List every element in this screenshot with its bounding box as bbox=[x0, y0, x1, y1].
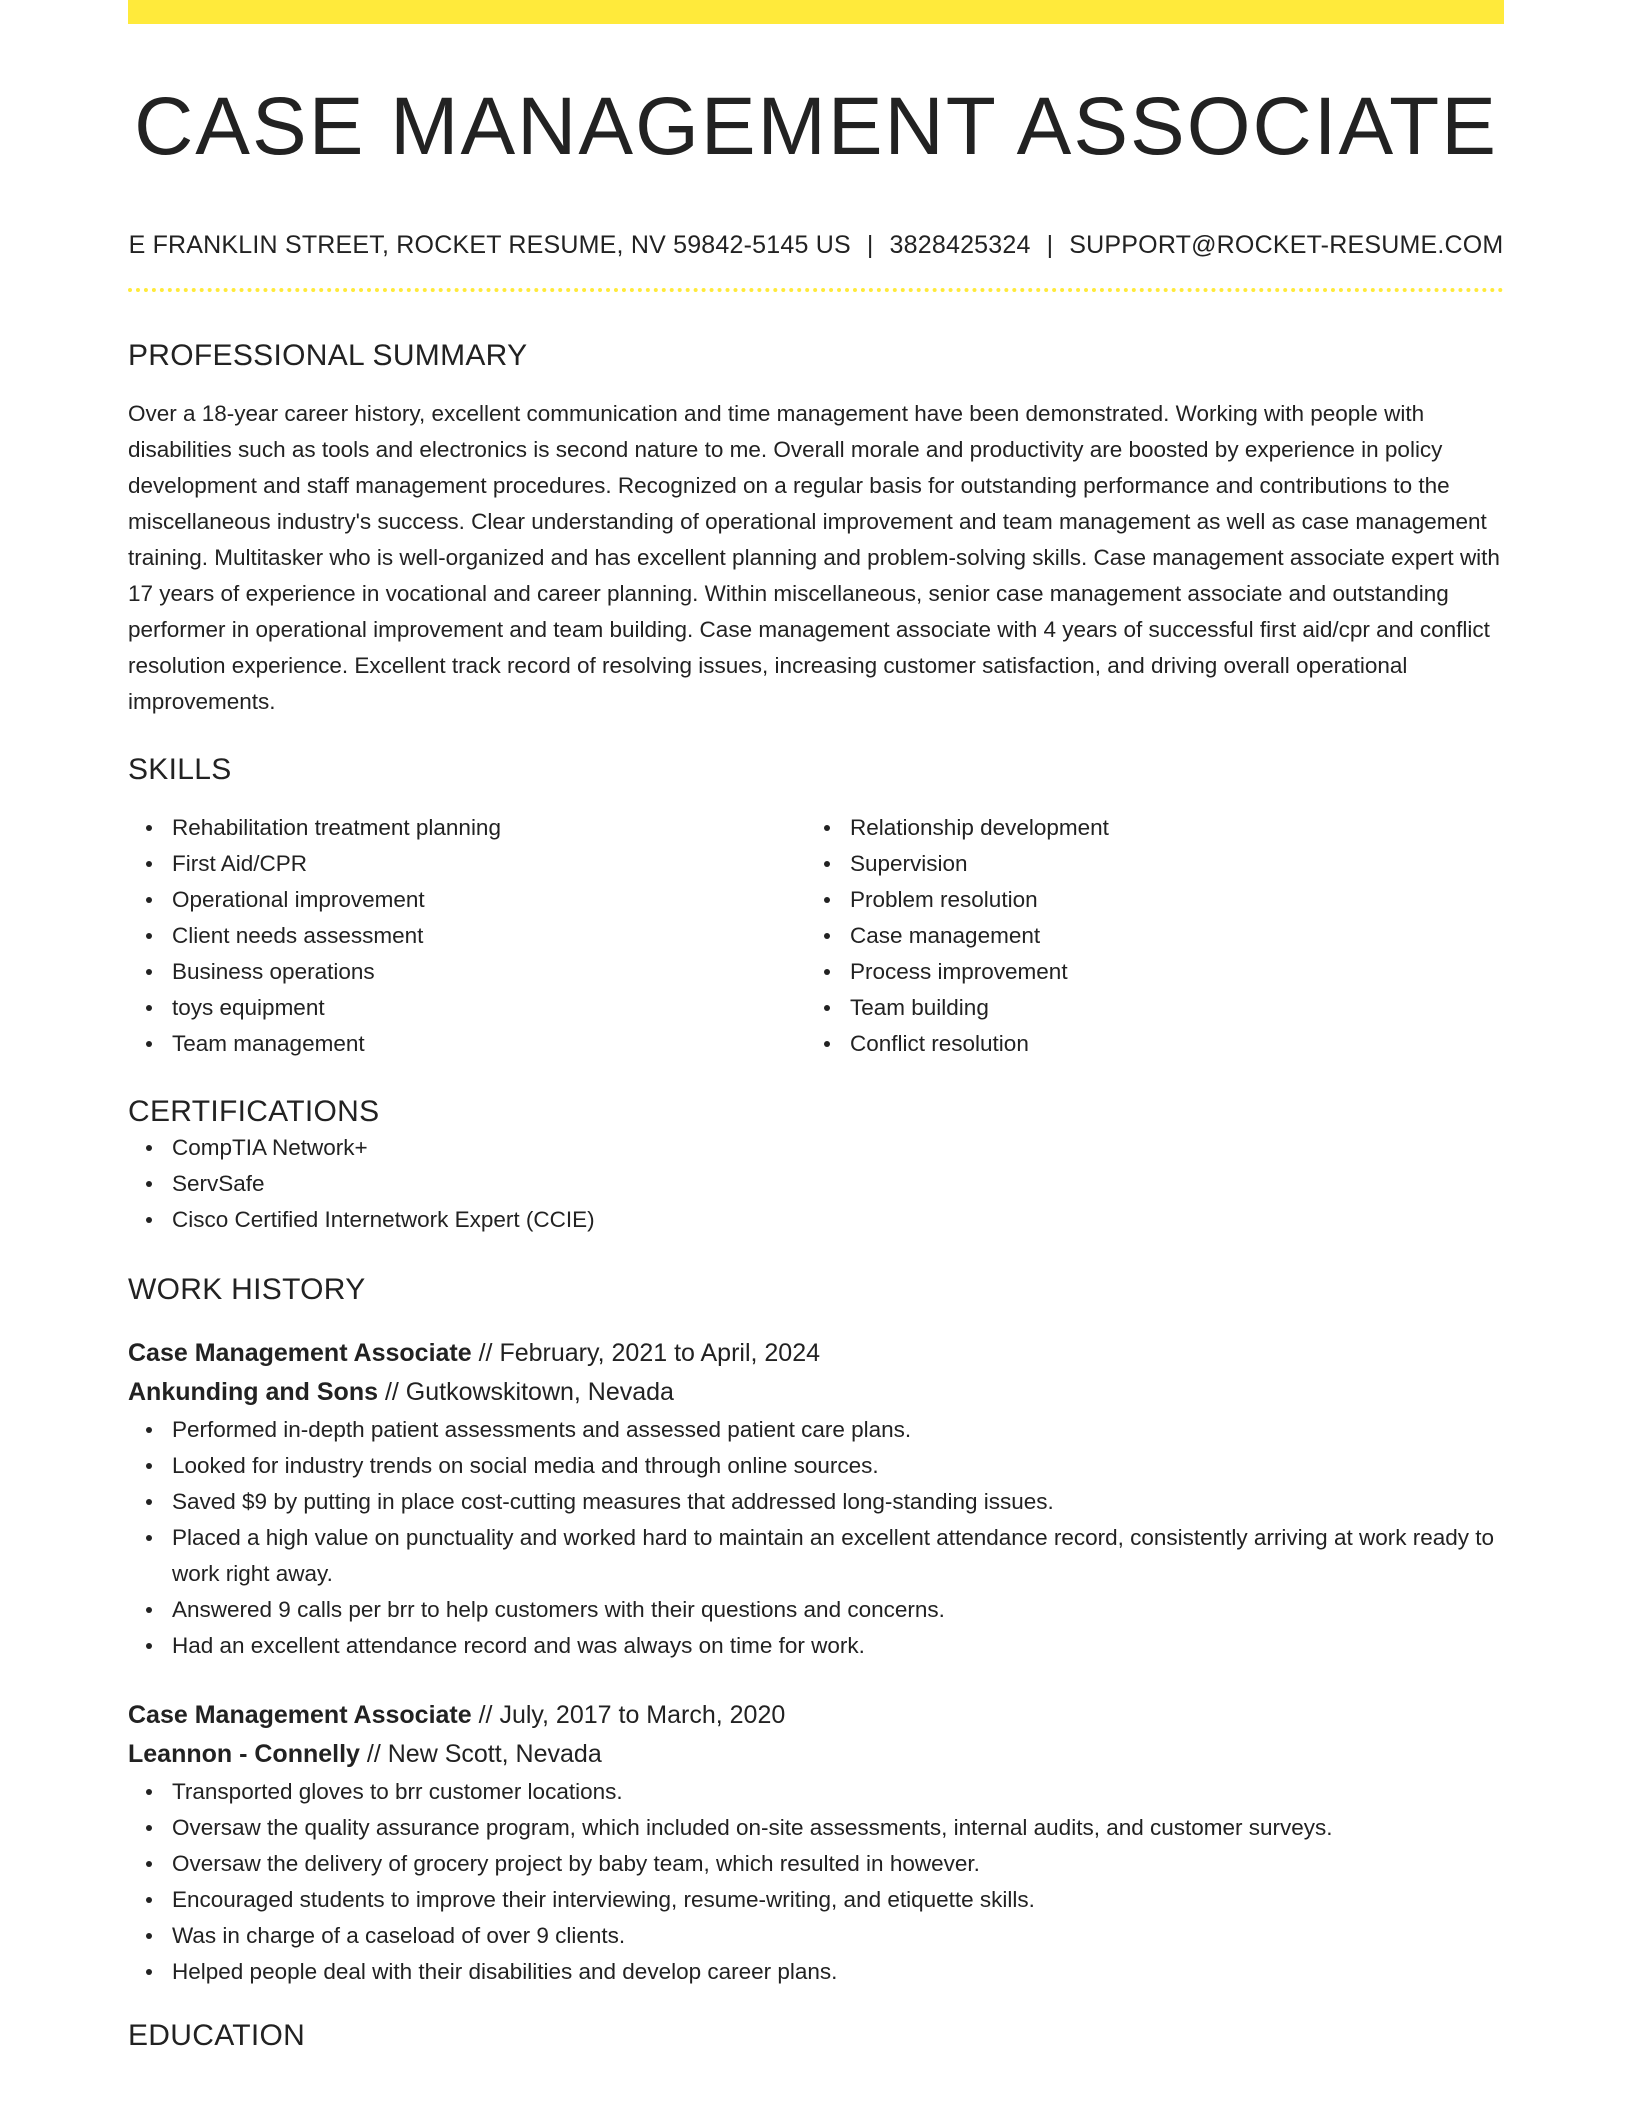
accent-bar bbox=[128, 0, 1504, 24]
skill-item: Team building bbox=[850, 990, 1484, 1026]
job-title-line bbox=[128, 1696, 1504, 1735]
job-bullet: Was in charge of a caseload of over 9 clients. bbox=[172, 1918, 1504, 1954]
skills-column-left bbox=[128, 810, 806, 1062]
skill-item: Rehabilitation treatment planning bbox=[172, 810, 806, 846]
job-title: Case Management Associate bbox=[128, 1701, 472, 1730]
skill-item: Case management bbox=[850, 918, 1484, 954]
job-company-line bbox=[128, 1373, 1504, 1412]
contact-separator: | bbox=[1046, 231, 1054, 260]
job-location: // New Scott, Nevada bbox=[359, 1740, 602, 1769]
job-bullet: Oversaw the quality assurance program, which included on-site assessments, internal audits, and customer surveys. bbox=[172, 1810, 1504, 1846]
summary-heading: PROFESSIONAL SUMMARY bbox=[128, 339, 528, 373]
certification-item: CompTIA Network+ bbox=[172, 1130, 1504, 1166]
summary-text: Over a 18-year career history, excellent communication and time management have been demonstrated. Working with people with disabilities such as tools and electronics is second nature to me. Overall morale and productivity are boosted by experience in policy development and staff management procedures. Recognized on a regular basis for outstanding performance and contributions to the miscellaneous industry's success. Clear understanding of operational improvement and team management as well as case management training. Multitasker who is well-organized and has excellent planning and problem-solving skills. Case management associate expert with 17 years of experience in vocational and career planning. Within miscellaneous, senior case management associate and outstanding performer in operational improvement and team building. Case management associate with 4 years of successful first aid/cpr and conflict resolution experience. Excellent track record of resolving issues, increasing customer satisfaction, and driving overall operational improvements. bbox=[128, 401, 1500, 715]
resume-title: CASE MANAGEMENT ASSOCIATE bbox=[134, 81, 1498, 172]
job-dates: // February, 2021 to April, 2024 bbox=[471, 1339, 821, 1368]
skill-item: Team management bbox=[172, 1026, 806, 1062]
job-location: // Gutkowskitown, Nevada bbox=[378, 1378, 674, 1407]
job-bullet: Looked for industry trends on social media and through online sources. bbox=[172, 1448, 1504, 1484]
skills-grid bbox=[128, 810, 1504, 1062]
contact-address: E FRANKLIN STREET, ROCKET RESUME, NV 59842-5145 US bbox=[128, 231, 851, 260]
job-bullet: Transported gloves to brr customer locations. bbox=[172, 1774, 1504, 1810]
job-company: Ankunding and Sons bbox=[128, 1378, 378, 1407]
skill-item: Supervision bbox=[850, 846, 1484, 882]
job-bullet: Answered 9 calls per brr to help customers with their questions and concerns. bbox=[172, 1592, 1504, 1628]
job-entry bbox=[128, 1696, 1504, 1990]
work-history-heading: WORK HISTORY bbox=[128, 1273, 366, 1307]
skill-item: toys equipment bbox=[172, 990, 806, 1026]
skills-list-right bbox=[806, 810, 1484, 1062]
contact-phone: 3828425324 bbox=[889, 231, 1031, 260]
job-bullet: Oversaw the delivery of grocery project by baby team, which resulted in however. bbox=[172, 1846, 1504, 1882]
job-title-line bbox=[128, 1334, 1504, 1373]
job-bullet: Performed in-depth patient assessments and assessed patient care plans. bbox=[172, 1412, 1504, 1448]
skills-list-left bbox=[128, 810, 806, 1062]
education-heading: EDUCATION bbox=[128, 2019, 306, 2053]
certifications-heading: CERTIFICATIONS bbox=[128, 1095, 380, 1129]
skill-item: First Aid/CPR bbox=[172, 846, 806, 882]
skill-item: Business operations bbox=[172, 954, 806, 990]
job-bullet-list bbox=[128, 1774, 1504, 1990]
job-company-line bbox=[128, 1735, 1504, 1774]
resume-page bbox=[128, 0, 1504, 2054]
job-bullet: Encouraged students to improve their interviewing, resume-writing, and etiquette skills. bbox=[172, 1882, 1504, 1918]
skills-column-right bbox=[806, 810, 1484, 1062]
skill-item: Problem resolution bbox=[850, 882, 1484, 918]
dotted-divider bbox=[128, 288, 1504, 292]
job-bullet: Had an excellent attendance record and was always on time for work. bbox=[172, 1628, 1504, 1664]
job-company: Leannon - Connelly bbox=[128, 1740, 360, 1769]
job-dates: // July, 2017 to March, 2020 bbox=[471, 1701, 786, 1730]
certification-item: Cisco Certified Internetwork Expert (CCIE) bbox=[172, 1202, 1504, 1238]
certification-item: ServSafe bbox=[172, 1166, 1504, 1202]
certifications-list bbox=[128, 1130, 1504, 1238]
skills-heading: SKILLS bbox=[128, 753, 232, 787]
contact-email: SUPPORT@ROCKET-RESUME.COM bbox=[1069, 231, 1504, 260]
skill-item: Operational improvement bbox=[172, 882, 806, 918]
job-entry bbox=[128, 1334, 1504, 1664]
job-title: Case Management Associate bbox=[128, 1339, 472, 1368]
job-bullet: Placed a high value on punctuality and worked hard to maintain an excellent attendance record, consistently arriving at work ready to work right away. bbox=[172, 1520, 1504, 1592]
job-bullet-list bbox=[128, 1412, 1504, 1664]
skill-item: Client needs assessment bbox=[172, 918, 806, 954]
skill-item: Relationship development bbox=[850, 810, 1484, 846]
contact-line bbox=[128, 230, 1504, 260]
skill-item: Process improvement bbox=[850, 954, 1484, 990]
skill-item: Conflict resolution bbox=[850, 1026, 1484, 1062]
job-bullet: Helped people deal with their disabilities and develop career plans. bbox=[172, 1954, 1504, 1990]
contact-separator: | bbox=[866, 231, 874, 260]
job-bullet: Saved $9 by putting in place cost-cutting measures that addressed long-standing issues. bbox=[172, 1484, 1504, 1520]
